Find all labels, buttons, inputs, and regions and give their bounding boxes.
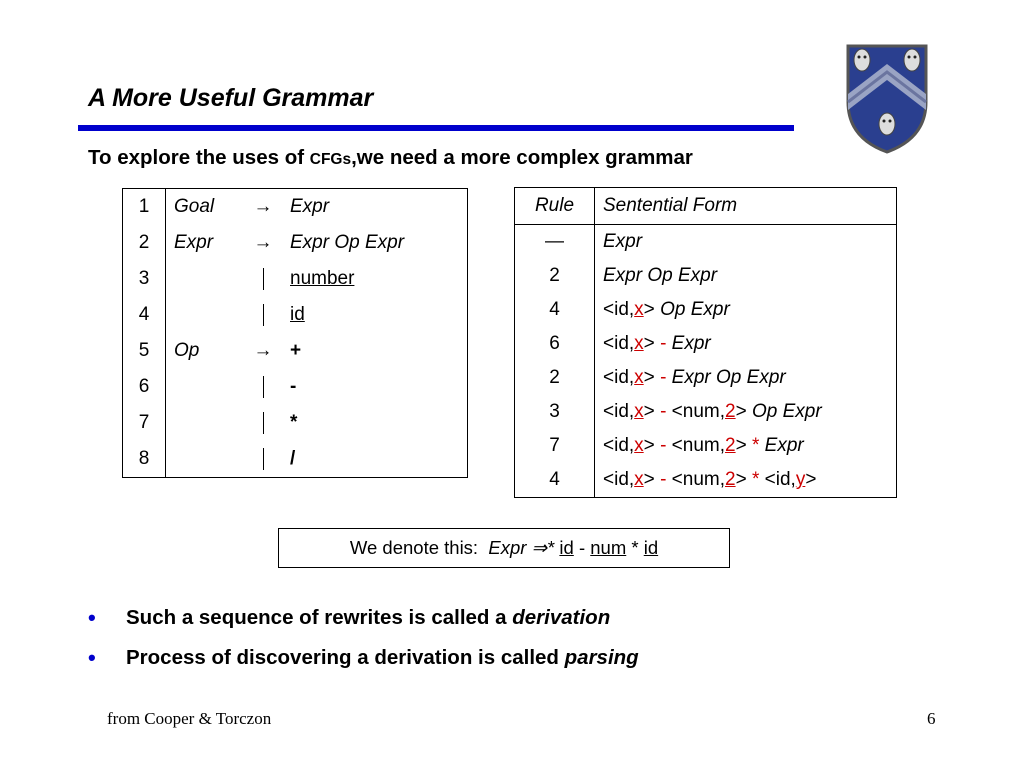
production-rhs: [282, 225, 468, 261]
token-value: x: [634, 435, 644, 456]
rule-number: 4: [515, 463, 595, 498]
alternative-bar-icon: [263, 268, 264, 290]
production-rhs: [282, 261, 468, 297]
rule-number: 4: [515, 293, 595, 327]
token-close: >: [805, 469, 817, 490]
slide-subtitle: [88, 146, 693, 170]
alternative-bar: [244, 405, 282, 441]
header-rule: Rule: [515, 188, 595, 225]
slide-title: A More Useful Grammar: [88, 84, 374, 112]
derivation-row: [515, 293, 897, 327]
denote-expr: Expr: [488, 537, 527, 558]
terminal: number: [290, 268, 355, 289]
denote-id-2: id: [643, 537, 659, 558]
token-open: <id,: [603, 401, 635, 422]
derives-arrow: ⇒*: [531, 537, 555, 558]
production-number: 3: [123, 261, 166, 297]
token-open: <id,: [603, 367, 635, 388]
production-rhs: [282, 369, 468, 405]
token-open: <num,: [671, 435, 726, 456]
production-number: 1: [123, 189, 166, 226]
operator-token: *: [751, 469, 760, 490]
derivation-row: [515, 463, 897, 498]
denote-box: [278, 528, 730, 568]
terminal: id: [290, 304, 305, 325]
token-close: >: [735, 469, 747, 490]
header-sentential-form: Sentential Form: [595, 188, 897, 225]
token-value: y: [795, 469, 806, 490]
alternative-bar: [244, 369, 282, 405]
production-rhs: [282, 405, 468, 441]
production-number: 6: [123, 369, 166, 405]
production-lhs: Goal: [174, 196, 215, 217]
denote-prefix: We denote this:: [349, 537, 484, 558]
token-close: >: [735, 401, 747, 422]
nonterminal: Expr: [678, 265, 718, 286]
production-lhs: [166, 369, 245, 405]
bullet-item: [88, 638, 639, 678]
production-lhs: Op: [174, 340, 200, 361]
grammar-row: [123, 405, 468, 441]
derivation-table: [514, 187, 897, 498]
production-lhs: [166, 297, 245, 333]
token-value: x: [634, 401, 644, 422]
nonterminal: Expr: [746, 367, 786, 388]
operator-token: -: [660, 469, 667, 490]
production-lhs: [166, 405, 245, 441]
token-close: >: [735, 435, 747, 456]
sentential-form: [595, 259, 897, 293]
token-open: <id,: [603, 469, 635, 490]
token-open: <id,: [764, 469, 796, 490]
production-number: 7: [123, 405, 166, 441]
produces-arrow: →: [253, 232, 273, 253]
grammar-table: [122, 188, 468, 478]
token-value: 2: [725, 469, 736, 490]
token-value: 2: [725, 435, 736, 456]
sentential-form: [595, 293, 897, 327]
bullet-text: Such a sequence of rewrites is called a: [126, 606, 513, 629]
bullet-item: [88, 598, 639, 638]
sentential-form: [595, 395, 897, 429]
production-lhs: [166, 441, 245, 478]
production-lhs: Expr: [174, 232, 214, 253]
nonterminal: Expr: [671, 367, 711, 388]
production-number: 2: [123, 225, 166, 261]
alternative-bar: [244, 297, 282, 333]
production-rhs: [282, 189, 468, 226]
bullet-text: Process of discovering a derivation is called: [126, 646, 565, 669]
subtitle-cfgs: CFGs: [309, 151, 352, 168]
nonterminal: Expr Op Expr: [290, 232, 405, 253]
token-close: >: [643, 333, 655, 354]
title-underline: [78, 125, 794, 131]
alternative-bar-icon: [263, 304, 264, 326]
operator-terminal: /: [290, 448, 296, 469]
token-value: 2: [725, 401, 736, 422]
produces-arrow: →: [253, 196, 273, 217]
token-value: x: [634, 367, 644, 388]
alternative-bar-icon: [263, 376, 264, 398]
production-lhs: [166, 261, 245, 297]
token-open: <num,: [671, 401, 726, 422]
token-value: x: [634, 299, 644, 320]
rice-shield-logo: [842, 40, 932, 156]
token-close: >: [643, 367, 655, 388]
denote-minus: -: [578, 537, 586, 558]
grammar-row: [123, 189, 468, 226]
grammar-row: [123, 369, 468, 405]
rule-number: 7: [515, 429, 595, 463]
subtitle-text-end: ,we need a more complex grammar: [351, 146, 693, 169]
grammar-row: [123, 297, 468, 333]
token-close: >: [643, 435, 655, 456]
production-rhs: [282, 333, 468, 369]
alternative-bar-icon: [263, 412, 264, 434]
token-open: <id,: [603, 333, 635, 354]
sentential-form: [595, 463, 897, 498]
nonterminal: Op: [716, 367, 742, 388]
nonterminal: Expr: [290, 196, 330, 217]
nonterminal: Expr: [764, 435, 804, 456]
rule-number: 3: [515, 395, 595, 429]
grammar-row: [123, 261, 468, 297]
operator-token: *: [751, 435, 760, 456]
operator-terminal: +: [290, 340, 302, 361]
nonterminal: Expr: [690, 299, 730, 320]
token-value: x: [634, 333, 644, 354]
produces-arrow: →: [253, 340, 273, 361]
derivation-row: [515, 259, 897, 293]
bullet-list: [88, 598, 639, 678]
nonterminal: Op: [647, 265, 673, 286]
bullet-emphasis: derivation: [512, 606, 611, 629]
nonterminal: Expr: [671, 333, 711, 354]
production-number: 4: [123, 297, 166, 333]
token-open: <num,: [671, 469, 726, 490]
denote-num: num: [590, 537, 627, 558]
sentential-form: [595, 361, 897, 395]
token-close: >: [643, 469, 655, 490]
grammar-row: [123, 333, 468, 369]
alternative-bar: [244, 441, 282, 478]
rule-number: —: [515, 225, 595, 260]
production-number: 8: [123, 441, 166, 478]
derivation-row: [515, 225, 897, 260]
rule-number: 2: [515, 361, 595, 395]
production-rhs: [282, 441, 468, 478]
derivation-header-row: [515, 188, 897, 225]
denote-star: *: [631, 537, 639, 558]
alternative-bar-icon: [263, 448, 264, 470]
derivation-row: [515, 395, 897, 429]
rule-number: 2: [515, 259, 595, 293]
production-number: 5: [123, 333, 166, 369]
token-open: <id,: [603, 435, 635, 456]
token-value: x: [634, 469, 644, 490]
bullet-dot: •: [88, 645, 96, 670]
rule-number: 6: [515, 327, 595, 361]
nonterminal: Expr: [603, 231, 643, 252]
footer-credit: from Cooper & Torczon: [107, 709, 272, 728]
derivation-row: [515, 327, 897, 361]
operator-terminal: *: [290, 412, 298, 433]
nonterminal: Expr: [782, 401, 822, 422]
sentential-form: [595, 225, 897, 260]
operator-token: -: [660, 367, 667, 388]
nonterminal: Op: [751, 401, 778, 422]
production-rhs: [282, 297, 468, 333]
sentential-form: [595, 327, 897, 361]
token-close: >: [643, 299, 655, 320]
grammar-row: [123, 225, 468, 261]
denote-id-1: id: [559, 537, 574, 558]
operator-token: -: [660, 401, 667, 422]
grammar-row: [123, 441, 468, 478]
bullet-emphasis: parsing: [564, 646, 639, 669]
subtitle-text-start: To explore the uses of: [88, 146, 310, 169]
operator-token: -: [660, 435, 667, 456]
sentential-form: [595, 429, 897, 463]
operator-token: -: [660, 333, 667, 354]
token-close: >: [643, 401, 655, 422]
operator-terminal: -: [290, 376, 297, 397]
alternative-bar: [244, 261, 282, 297]
bullet-dot: •: [88, 605, 96, 630]
derivation-row: [515, 361, 897, 395]
page-number: 6: [927, 709, 936, 728]
nonterminal: Expr: [603, 265, 643, 286]
derivation-row: [515, 429, 897, 463]
token-open: <id,: [603, 299, 635, 320]
nonterminal: Op: [660, 299, 686, 320]
